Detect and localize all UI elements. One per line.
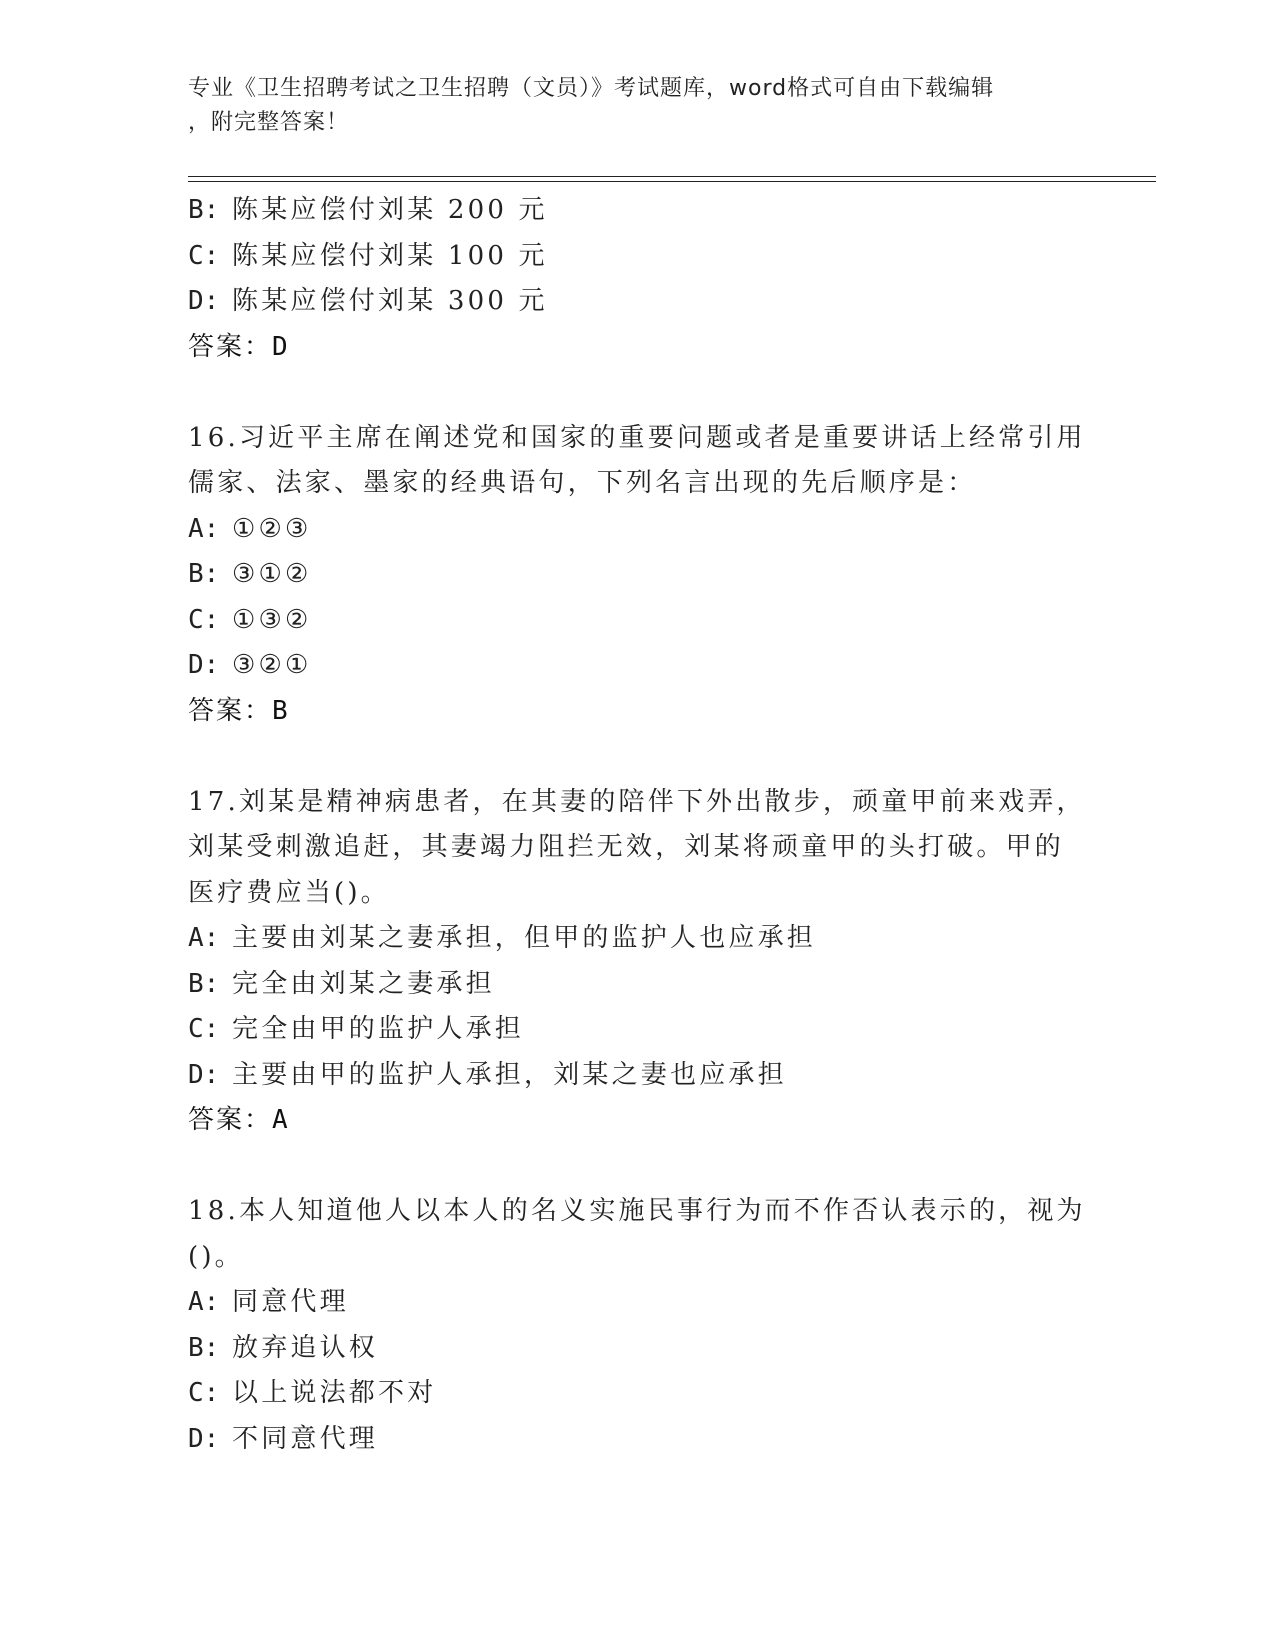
option-text: 同意代理 — [232, 1287, 349, 1317]
option-letter: D: — [188, 1423, 220, 1454]
answer-label: 答案： — [188, 695, 273, 726]
option-b — [188, 1326, 1088, 1372]
option-text: 主要由刘某之妻承担，但甲的监护人也应承担 — [232, 923, 817, 953]
option-letter: D: — [188, 286, 220, 316]
question-text-line: 16.习近平主席在阐述党和国家的重要问题或者是重要讲话上经常引用 — [188, 422, 1086, 453]
option-letter: A: — [188, 513, 220, 544]
option-text: 主要由甲的监护人承担，刘某之妻也应承担 — [232, 1059, 787, 1090]
option-text: 放弃追认权 — [232, 1332, 379, 1363]
answer-line — [188, 325, 1088, 371]
option-letter: C: — [188, 1014, 220, 1044]
spacer — [188, 370, 1088, 416]
option-b — [188, 552, 1088, 598]
option-text: 完全由甲的监护人承担 — [232, 1014, 525, 1044]
option-letter: D: — [188, 650, 220, 680]
question-text-line: 儒家、法家、墨家的经典语句，下列名言出现的先后顺序是： — [188, 468, 977, 498]
option-text: 不同意代理 — [232, 1423, 379, 1454]
option-letter: C: — [188, 1378, 220, 1408]
answer-value: D — [272, 331, 290, 362]
option-b — [188, 188, 1088, 234]
option-text: 完全由刘某之妻承担 — [232, 968, 495, 999]
option-text: 陈某应偿付刘某 300 元 — [232, 286, 548, 316]
option-d — [188, 643, 1088, 689]
question-text — [188, 416, 1086, 507]
answer-label: 答案： — [188, 1105, 273, 1135]
option-a — [188, 1280, 1088, 1326]
option-letter: A: — [188, 923, 220, 953]
option-text: ①③② — [232, 604, 312, 635]
question-text-line: 17.刘某是精神病患者，在其妻的陪伴下外出散步，顽童甲前来戏弄， — [188, 786, 1086, 817]
option-d — [188, 1417, 1088, 1463]
option-text: 以上说法都不对 — [232, 1378, 437, 1408]
option-letter: B: — [188, 968, 220, 999]
option-letter: B: — [188, 195, 220, 225]
option-d — [188, 279, 1088, 325]
option-letter: A: — [188, 1287, 220, 1317]
answer-value: B — [272, 695, 290, 726]
option-letter: D: — [188, 1059, 220, 1090]
option-text: 陈某应偿付刘某 100 元 — [232, 240, 548, 271]
question-17 — [188, 780, 1088, 1144]
option-c — [188, 1007, 1088, 1053]
option-letter: C: — [188, 240, 220, 271]
spacer — [188, 1144, 1088, 1190]
option-c — [188, 598, 1088, 644]
header-divider-bottom — [188, 181, 1156, 182]
option-text: ③②① — [232, 650, 312, 680]
option-a — [188, 916, 1088, 962]
question-text-line: 刘某受刺激追赶，其妻竭力阻拦无效，刘某将顽童甲的头打破。甲的 — [188, 832, 1065, 862]
answer-line — [188, 1098, 1088, 1144]
question-text — [188, 780, 1086, 917]
option-d — [188, 1053, 1088, 1099]
header-line-2: ，附完整答案！ — [188, 110, 350, 135]
option-letter: C: — [188, 604, 220, 635]
question-text — [188, 1189, 1086, 1280]
option-c — [188, 234, 1088, 280]
question-16 — [188, 416, 1088, 735]
answer-value: A — [272, 1105, 290, 1135]
document-header — [188, 72, 1078, 140]
question-text-line: 医疗费应当()。 — [188, 877, 390, 908]
option-letter: B: — [188, 1332, 220, 1363]
option-text: ①②③ — [232, 513, 312, 544]
option-letter: B: — [188, 559, 220, 589]
answer-label: 答案： — [188, 331, 273, 362]
question-text-line: ()。 — [188, 1241, 244, 1272]
option-b — [188, 962, 1088, 1008]
question-text-line: 18.本人知道他人以本人的名义实施民事行为而不作否认表示的，视为 — [188, 1196, 1086, 1226]
header-divider-top — [188, 176, 1156, 177]
question-18 — [188, 1189, 1088, 1462]
option-text: ③①② — [232, 559, 312, 589]
option-text: 陈某应偿付刘某 200 元 — [232, 195, 548, 225]
option-c — [188, 1371, 1088, 1417]
header-line-1: 专业《卫生招聘考试之卫生招聘（文员）》考试题库，word格式可自由下载编辑 — [188, 76, 995, 101]
spacer — [188, 734, 1088, 780]
document-body — [188, 188, 1088, 1462]
answer-line — [188, 689, 1088, 735]
option-a — [188, 507, 1088, 553]
question-15 — [188, 188, 1088, 370]
